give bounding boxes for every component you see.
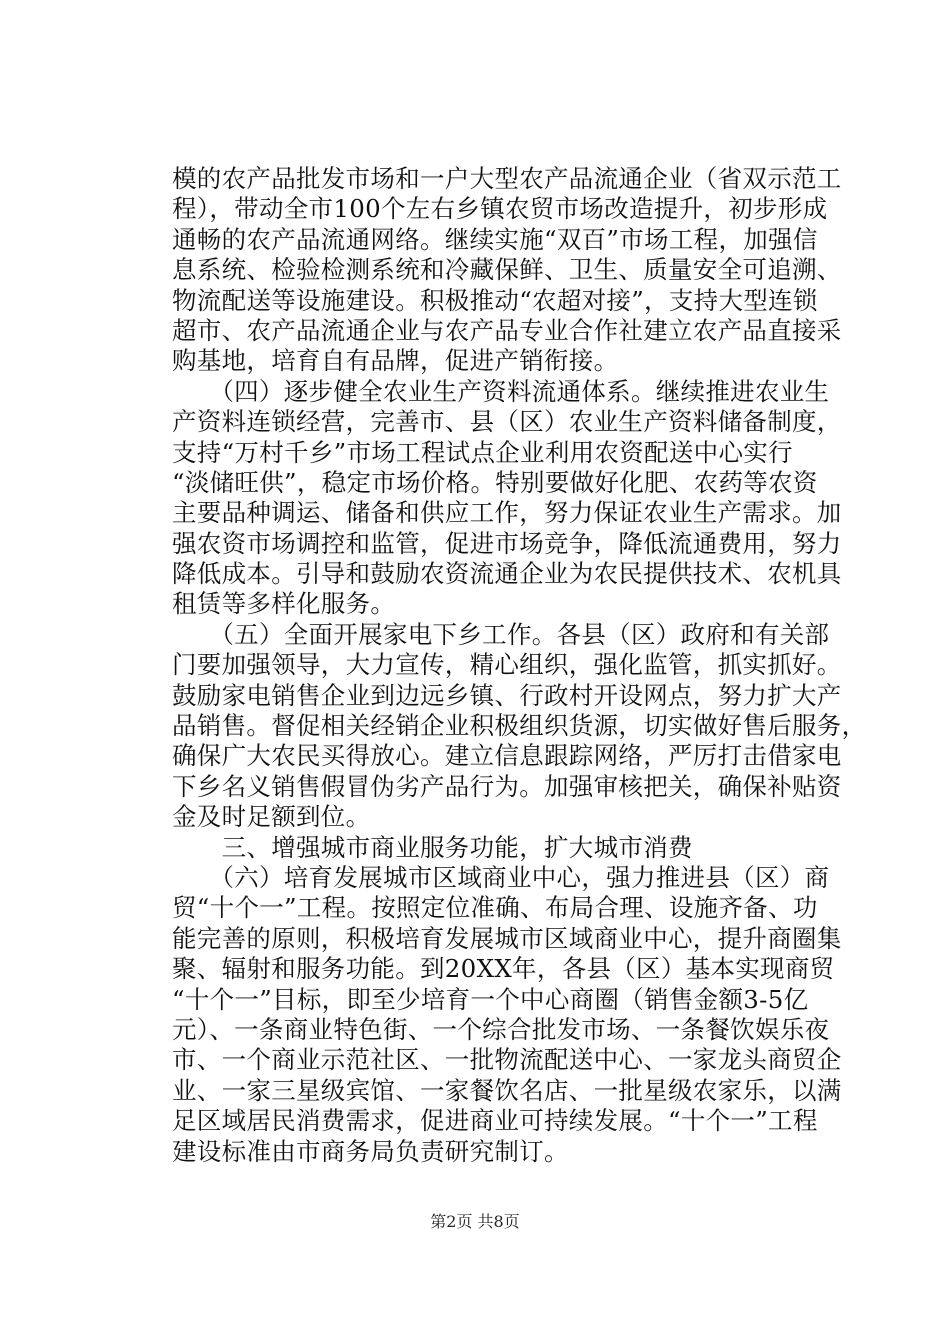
text-line: 租赁等多样化服务。 [172,589,396,619]
text-line: 品销售。督促相关经销企业积极组织货源，切实做好售后服务， [172,711,867,741]
text-line: 业、一家三星级宾馆、一家餐饮名店、一批星级农家乐，以满 [172,1075,842,1105]
text-line: 建设标准由市商务局负责研究制订。 [172,1136,569,1166]
text-line: （四）逐步健全农业生产资料流通体系。继续推进农业生 [172,376,830,406]
text-line: 息系统、检验检测系统和冷藏保鲜、卫生、质量安全可追溯、 [172,255,842,285]
text-line: 模的农产品批发市场和一户大型农产品流通企业（省双示范工 [172,164,842,193]
document-body [172,164,867,1167]
text-line: 下乡名义销售假冒伪劣产品行为。加强审核把关，确保补贴资 [172,771,842,801]
text-line: 支持“万村千乡”市场工程试点企业利用农资配送中心实行 [172,437,793,467]
text-line: “十个一”目标，即至少培育一个中心商圈（销售金额3-5亿 [172,984,809,1014]
text-line: 确保广大农民买得放心。建立信息跟踪网络，严厉打击借家电 [172,741,842,771]
text-line: 降低成本。引导和鼓励农资流通企业为农民提供技术、农机具 [172,559,842,589]
text-line: 通畅的农产品流通网络。继续实施“双百”市场工程，加强信 [172,224,818,254]
text-line: （六）培育发展城市区域商业中心，强力推进县（区）商 [172,862,830,892]
text-line: 市、一个商业示范社区、一批物流配送中心、一家龙头商贸企 [172,1045,842,1075]
text-line: 贸“十个一”工程。按照定位准确、布局合理、设施齐备、功 [172,893,818,923]
text-line: 主要品种调运、储备和供应工作，努力保证农业生产需求。加 [172,498,842,528]
text-line: （五）全面开展家电下乡工作。各县（区）政府和有关部 [172,619,830,649]
text-line: 能完善的原则，积极培育发展城市区域商业中心，提升商圈集 [172,923,842,953]
text-line: 金及时足额到位。 [172,802,371,832]
page-number: 第2页 共8页 [430,1212,520,1231]
text-line: 物流配送等设施建设。积极推动“农超对接”，支持大型连锁 [172,285,818,315]
text-line: 聚、辐射和服务功能。到20XX年，各县（区）基本实现商贸 [172,954,835,984]
text-line: 强农资市场调控和监管，促进市场竞争，降低流通费用，努力 [172,528,842,558]
text-line: 足区域居民消费需求，促进商业可持续发展。“十个一”工程 [172,1106,818,1136]
text-line: 程），带动全市100个左右乡镇农贸市场改造提升，初步形成 [172,194,828,224]
text-line: 产资料连锁经营，完善市、县（区）农业生产资料储备制度， [172,407,842,437]
text-line: 超市、农产品流通企业与农产品专业合作社建立农产品直接采 [172,315,842,345]
text-line: 购基地，培育自有品牌，促进产销衔接。 [172,346,619,376]
text-line: 元）、一条商业特色街、一个综合批发市场、一条餐饮娱乐夜 [172,1014,830,1044]
text-line: 鼓励家电销售企业到边远乡镇、行政村开设网点，努力扩大产 [172,680,842,710]
section-heading: 三、增强城市商业服务功能，扩大城市消费 [172,832,693,862]
text-line: “淡储旺供”，稳定市场价格。特别要做好化肥、农药等农资 [172,467,818,497]
text-line: 门要加强领导，大力宣传，精心组织，强化监管，抓实抓好。 [172,650,842,680]
